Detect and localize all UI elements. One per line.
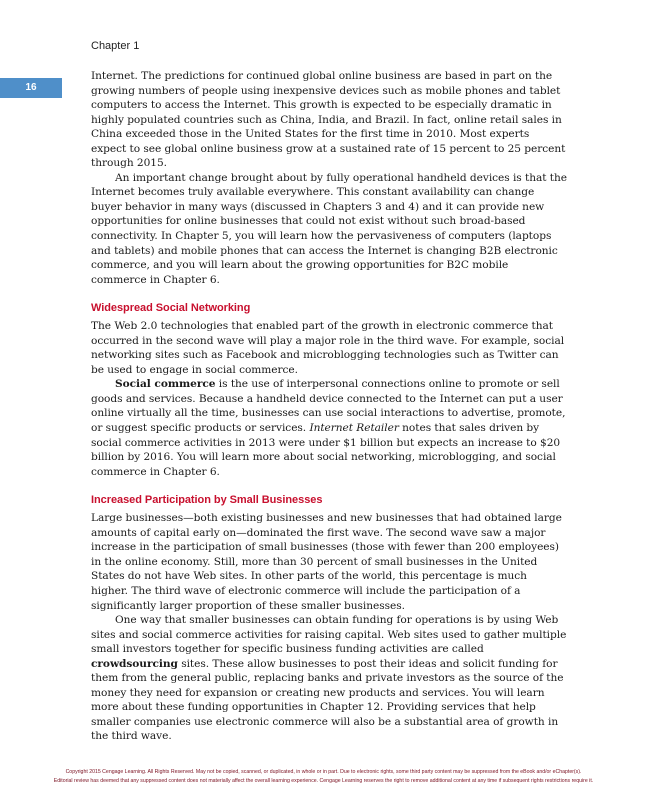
copyright-line: Copyright 2015 Cengage Learning. All Rights Reserved. May not be copied, scanned, or duplicated, in whole or in part. Due to electronic rights, some third party content may be suppressed from the eBook and/or eChapter(s). <box>65 769 582 775</box>
paragraph: The Web 2.0 technologies that enabled part of the growth in electronic commerce that occurred in the second wave will play a major role in the third wave. For example, social networking sites such as Facebook and microblogging technologies such as Twitter can be used to engage in social commerce. <box>91 320 565 376</box>
paragraph: Large businesses—both existing businesses and new businesses that had obtained large amounts of capital early on—dominated the first wave. The second wave saw a major increase in the participation of small businesses (those with fewer than 200 employees) in the online economy. Still, more than 30 percent of small businesses in the United States do not have Web sites. In other parts of the world, this percentage is much higher. The third wave of electronic commerce will include the participation of a significantly larger proportion of these smaller businesses. <box>91 512 562 612</box>
page-number-tab: 16 <box>0 78 62 98</box>
paragraph-text: notes that sales driven by social commerce activities in 2013 were under $1 billion but expects an increase to $20 billion by 2016. You will learn more about social networking, microblogging, and social commerce in Chapter 6. <box>91 422 561 478</box>
paragraph: An important change brought about by fully operational handheld devices is that the Internet becomes truly available everywhere. This constant availability can change buyer behavior in many ways (discussed in Chapters 3 and 4) and it can provide new opportunities for online businesses that could not exist without such broad-based connectivity. In Chapter 5, you will learn how the pervasiveness of computers (laptops and tablets) and mobile phones that can access the Internet is changing B2B electronic commerce, and you will learn about the growing opportunities for B2C mobile commerce in Chapter 6. <box>91 171 567 286</box>
section-heading-small-businesses: Increased Participation by Small Businesses <box>91 494 323 507</box>
paragraph <box>91 377 567 479</box>
key-term-social-commerce: Social commerce <box>115 378 216 391</box>
paragraph-text: sites. These allow businesses to post their ideas and solicit funding for them from the general public, replacing banks and private investors as the source of the money they need for expansion or creating new products and services. You will learn more about these funding opportunities in Chapter 12. Providing services that help smaller companies use electronic commerce will also be a substantial area of growth in the third wave. <box>91 657 564 743</box>
key-term-crowdsourcing: crowdsourcing <box>91 657 178 670</box>
page-content <box>91 69 567 744</box>
chapter-label: Chapter 1 <box>91 40 140 52</box>
paragraph-text: is the use of interpersonal connections online to promote or sell goods and services. Because a handheld device connected to the Internet can put a user online virtually all the time, businesses can use social interactions to advertise, promote, or suggest specific products or services. <box>91 378 566 435</box>
section-heading-social-networking: Widespread Social Networking <box>91 302 251 315</box>
copyright-line: Editorial review has deemed that any suppressed content does not materially affect the overall learning experience. Cengage Learning reserves the right to remove additional content at any time if subsequent rights restrictions require it. <box>53 778 594 784</box>
copyright-footer <box>0 768 647 786</box>
publication-title: Internet Retailer <box>309 422 399 435</box>
paragraph: Internet. The predictions for continued global online business are based in part on the growing numbers of people using inexpensive devices such as mobile phones and tablet computers to access the Internet. This growth is expected to be especially dramatic in highly populated countries such as China, India, and Brazil. In fact, online retail sales in China exceeded those in the United States for the first time in 2010. Most experts expect to see global online business grow at a sustained rate of 15 percent to 25 percent through 2015. <box>91 70 566 170</box>
paragraph-text: One way that smaller businesses can obtain funding for operations is by using Web sites and social commerce activities for raising capital. Web sites used to gather multiple small investors together for specific business funding activities are called <box>91 614 567 656</box>
paragraph <box>91 613 567 744</box>
